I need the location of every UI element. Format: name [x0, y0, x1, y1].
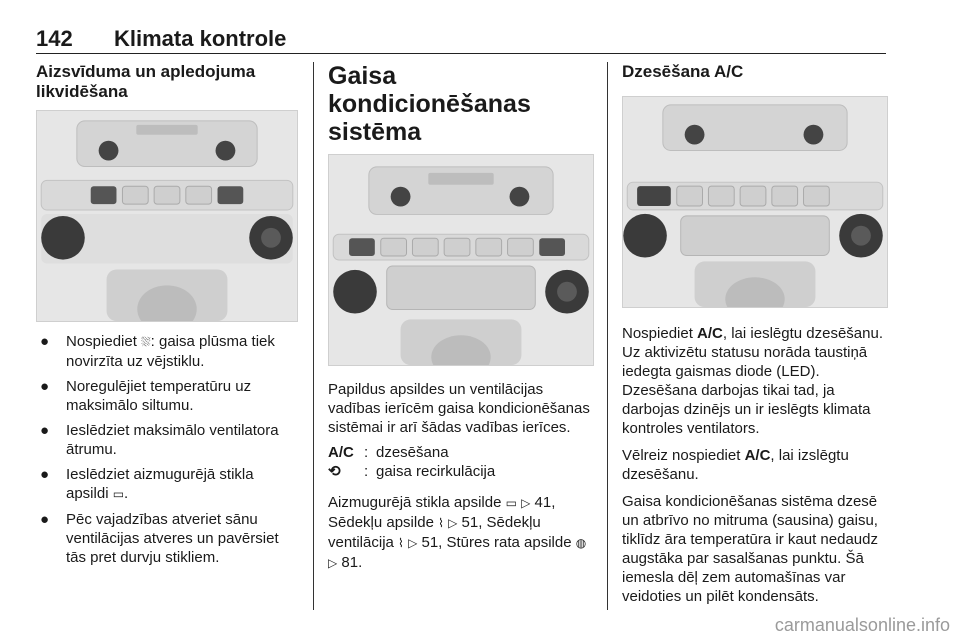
section-title: Gaisa kondicionēšanas sistēma	[328, 62, 531, 146]
column-divider	[607, 62, 608, 610]
page-ref-icon: ▷	[448, 516, 458, 530]
definition-row: A/C : dzesēšana	[328, 444, 449, 461]
column-cooling	[622, 62, 888, 606]
climate-panel-illustration	[37, 111, 297, 321]
list-item: ● Nospiediet ⛆: gaisa plūsma tiek novirzīta uz vējstiklu.	[40, 333, 275, 370]
windshield-defrost-icon: ⛆	[141, 335, 151, 349]
list-item: ● Ieslēdziet maksimālo ventilatora ātrumu.	[40, 422, 279, 458]
list-item: ● Pēc vajadzības atveriet sānu ventilācijas atveres un pavērsiet tās pret durvju stikliem.	[40, 511, 279, 566]
ac-panel-illustration	[329, 155, 593, 365]
list-item: ● Ieslēdziet aizmugurējā stikla apsildi ▭.	[40, 466, 254, 502]
definition-row: ⟲ : gaisa recirkulācija	[328, 463, 496, 480]
seat-heating-icon: ⌇	[438, 516, 444, 530]
column-divider	[313, 62, 314, 610]
rear-window-heating-icon: ▭	[505, 496, 517, 510]
ac-panel-photo	[328, 154, 594, 366]
climate-panel-photo	[36, 110, 298, 322]
intro-paragraph: Papildus apsildes un ventilācijas vadības ierīcēm gaisa kondicionēšanas sistēmai ir arī šādas vadības ierīces.	[328, 381, 590, 436]
page-header	[36, 26, 886, 54]
page-ref-icon: ▷	[521, 496, 531, 510]
ac-label: A/C	[328, 444, 354, 461]
cooling-off-paragraph: Vēlreiz nospiediet A/C, lai izslēgtu dzesēšanu.	[622, 447, 849, 483]
ac-button-photo	[622, 96, 888, 308]
column-air-conditioning	[328, 62, 594, 573]
page-ref-icon: ▷	[408, 536, 418, 550]
page-ref-icon: ▷	[328, 556, 338, 570]
ac-label: A/C	[697, 325, 723, 342]
section-title: Aizsvīduma un apledojuma likvidēšana	[36, 62, 256, 101]
chapter-title: Klimata kontrole	[114, 26, 287, 51]
steering-wheel-heating-icon: ◍	[575, 536, 587, 550]
cooling-on-paragraph: Nospiediet A/C, lai ieslēgtu dzesēšanu. Uz aktivizētu statusu norāda taustiņā iedegta gaismas diode (LED). Dzesēšana darbojas tikai tad, ja darbojas dzinējs un ir ieslēgts klimata kontroles ventilators.	[622, 325, 883, 437]
seat-ventilation-icon: ⌇	[398, 536, 404, 550]
defrost-steps	[36, 332, 298, 567]
control-definitions	[328, 443, 594, 481]
watermark: carmanualsonline.info	[774, 615, 950, 635]
list-item: ● Noregulējiet temperatūru uz maksimālo siltumu.	[40, 378, 252, 414]
rear-window-heating-icon: ▭	[112, 487, 125, 501]
section-title: Dzesēšana A/C	[622, 62, 744, 81]
column-defrost	[36, 62, 298, 573]
ac-button-illustration	[623, 97, 887, 307]
condensation-paragraph: Gaisa kondicionēšanas sistēma dzesē un atbrīvo no mitruma (sausina) gaisu, tiklīdz āra temperatūra ir kaut nedaudz augstāka par sasalšanas punktu. Šā iemesla dēļ zem automašīnas var veidoties un pilēt kondensāts.	[622, 493, 878, 605]
ac-label: A/C	[744, 447, 771, 464]
recirculation-icon: ⟲	[328, 463, 341, 480]
cross-references: Aizmugurējā stikla apsilde ▭ ▷ 41, Sēdekļu apsilde ⌇ ▷ 51, Sēdekļu ventilācija ⌇ ▷ 51, Stūres rata apsilde ◍ ▷ 81.	[328, 494, 587, 571]
page-number: 142	[36, 26, 73, 51]
